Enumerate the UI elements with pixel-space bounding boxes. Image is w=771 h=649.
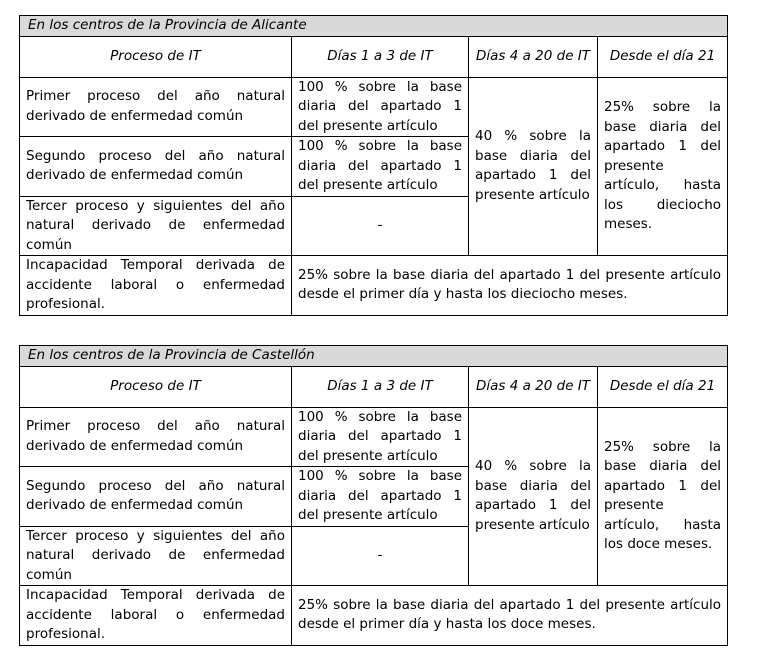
dias-1-3-cell: - (292, 526, 469, 586)
dias-4-20-cell: 40 % sobre la base diaria del apartado 1 del presente artículo (469, 407, 598, 586)
proceso-cell: Tercer proceso y siguientes del año natural derivado de enfermedad común (20, 196, 292, 256)
dias-1-3-cell: 100 % sobre la base diaria del apartado 1 del presente artículo (292, 467, 469, 527)
proceso-cell: Tercer proceso y siguientes del año natural derivado de enfermedad común (20, 526, 292, 586)
proceso-cell: Primer proceso del año natural derivado de enfermedad común (20, 407, 292, 467)
header-proceso: Proceso de IT (20, 366, 292, 407)
header-dias-1-3: Días 1 a 3 de IT (292, 366, 469, 407)
header-dias-4-20: Días 4 a 20 de IT (469, 36, 598, 77)
header-dias-1-3: Días 1 a 3 de IT (292, 36, 469, 77)
header-desde-21: Desde el día 21 (598, 36, 728, 77)
accidente-texto-cell: 25% sobre la base diaria del apartado 1 del presente artículo desde el primer día y hasta los dieciocho meses. (292, 256, 728, 316)
proceso-cell: Primer proceso del año natural derivado de enfermedad común (20, 77, 292, 137)
table-title: En los centros de la Provincia de Castellón (20, 346, 728, 367)
header-proceso: Proceso de IT (20, 36, 292, 77)
proceso-cell: Segundo proceso del año natural derivado de enfermedad común (20, 137, 292, 197)
dias-1-3-cell: 100 % sobre la base diaria del apartado 1 del presente artículo (292, 137, 469, 197)
proceso-cell: Segundo proceso del año natural derivado de enfermedad común (20, 467, 292, 527)
desde-21-cell: 25% sobre la base diaria del apartado 1 del presente artículo, hasta los doce meses. (598, 407, 728, 586)
accidente-proceso-cell: Incapacidad Temporal derivada de accidente laboral o enfermedad profesional. (20, 586, 292, 646)
header-dias-4-20: Días 4 a 20 de IT (469, 366, 598, 407)
table-alicante (19, 15, 728, 316)
desde-21-cell: 25% sobre la base diaria del apartado 1 del presente artículo, hasta los dieciocho meses. (598, 77, 728, 256)
accidente-proceso-cell: Incapacidad Temporal derivada de accidente laboral o enfermedad profesional. (20, 256, 292, 316)
dias-4-20-cell: 40 % sobre la base diaria del apartado 1 del presente artículo (469, 77, 598, 256)
header-desde-21: Desde el día 21 (598, 366, 728, 407)
accidente-texto-cell: 25% sobre la base diaria del apartado 1 del presente artículo desde el primer día y hasta los doce meses. (292, 586, 728, 646)
table-castellon (19, 345, 728, 646)
dias-1-3-cell: - (292, 196, 469, 256)
dias-1-3-cell: 100 % sobre la base diaria del apartado 1 del presente artículo (292, 77, 469, 137)
dias-1-3-cell: 100 % sobre la base diaria del apartado 1 del presente artículo (292, 407, 469, 467)
table-title: En los centros de la Provincia de Alicante (20, 16, 728, 37)
